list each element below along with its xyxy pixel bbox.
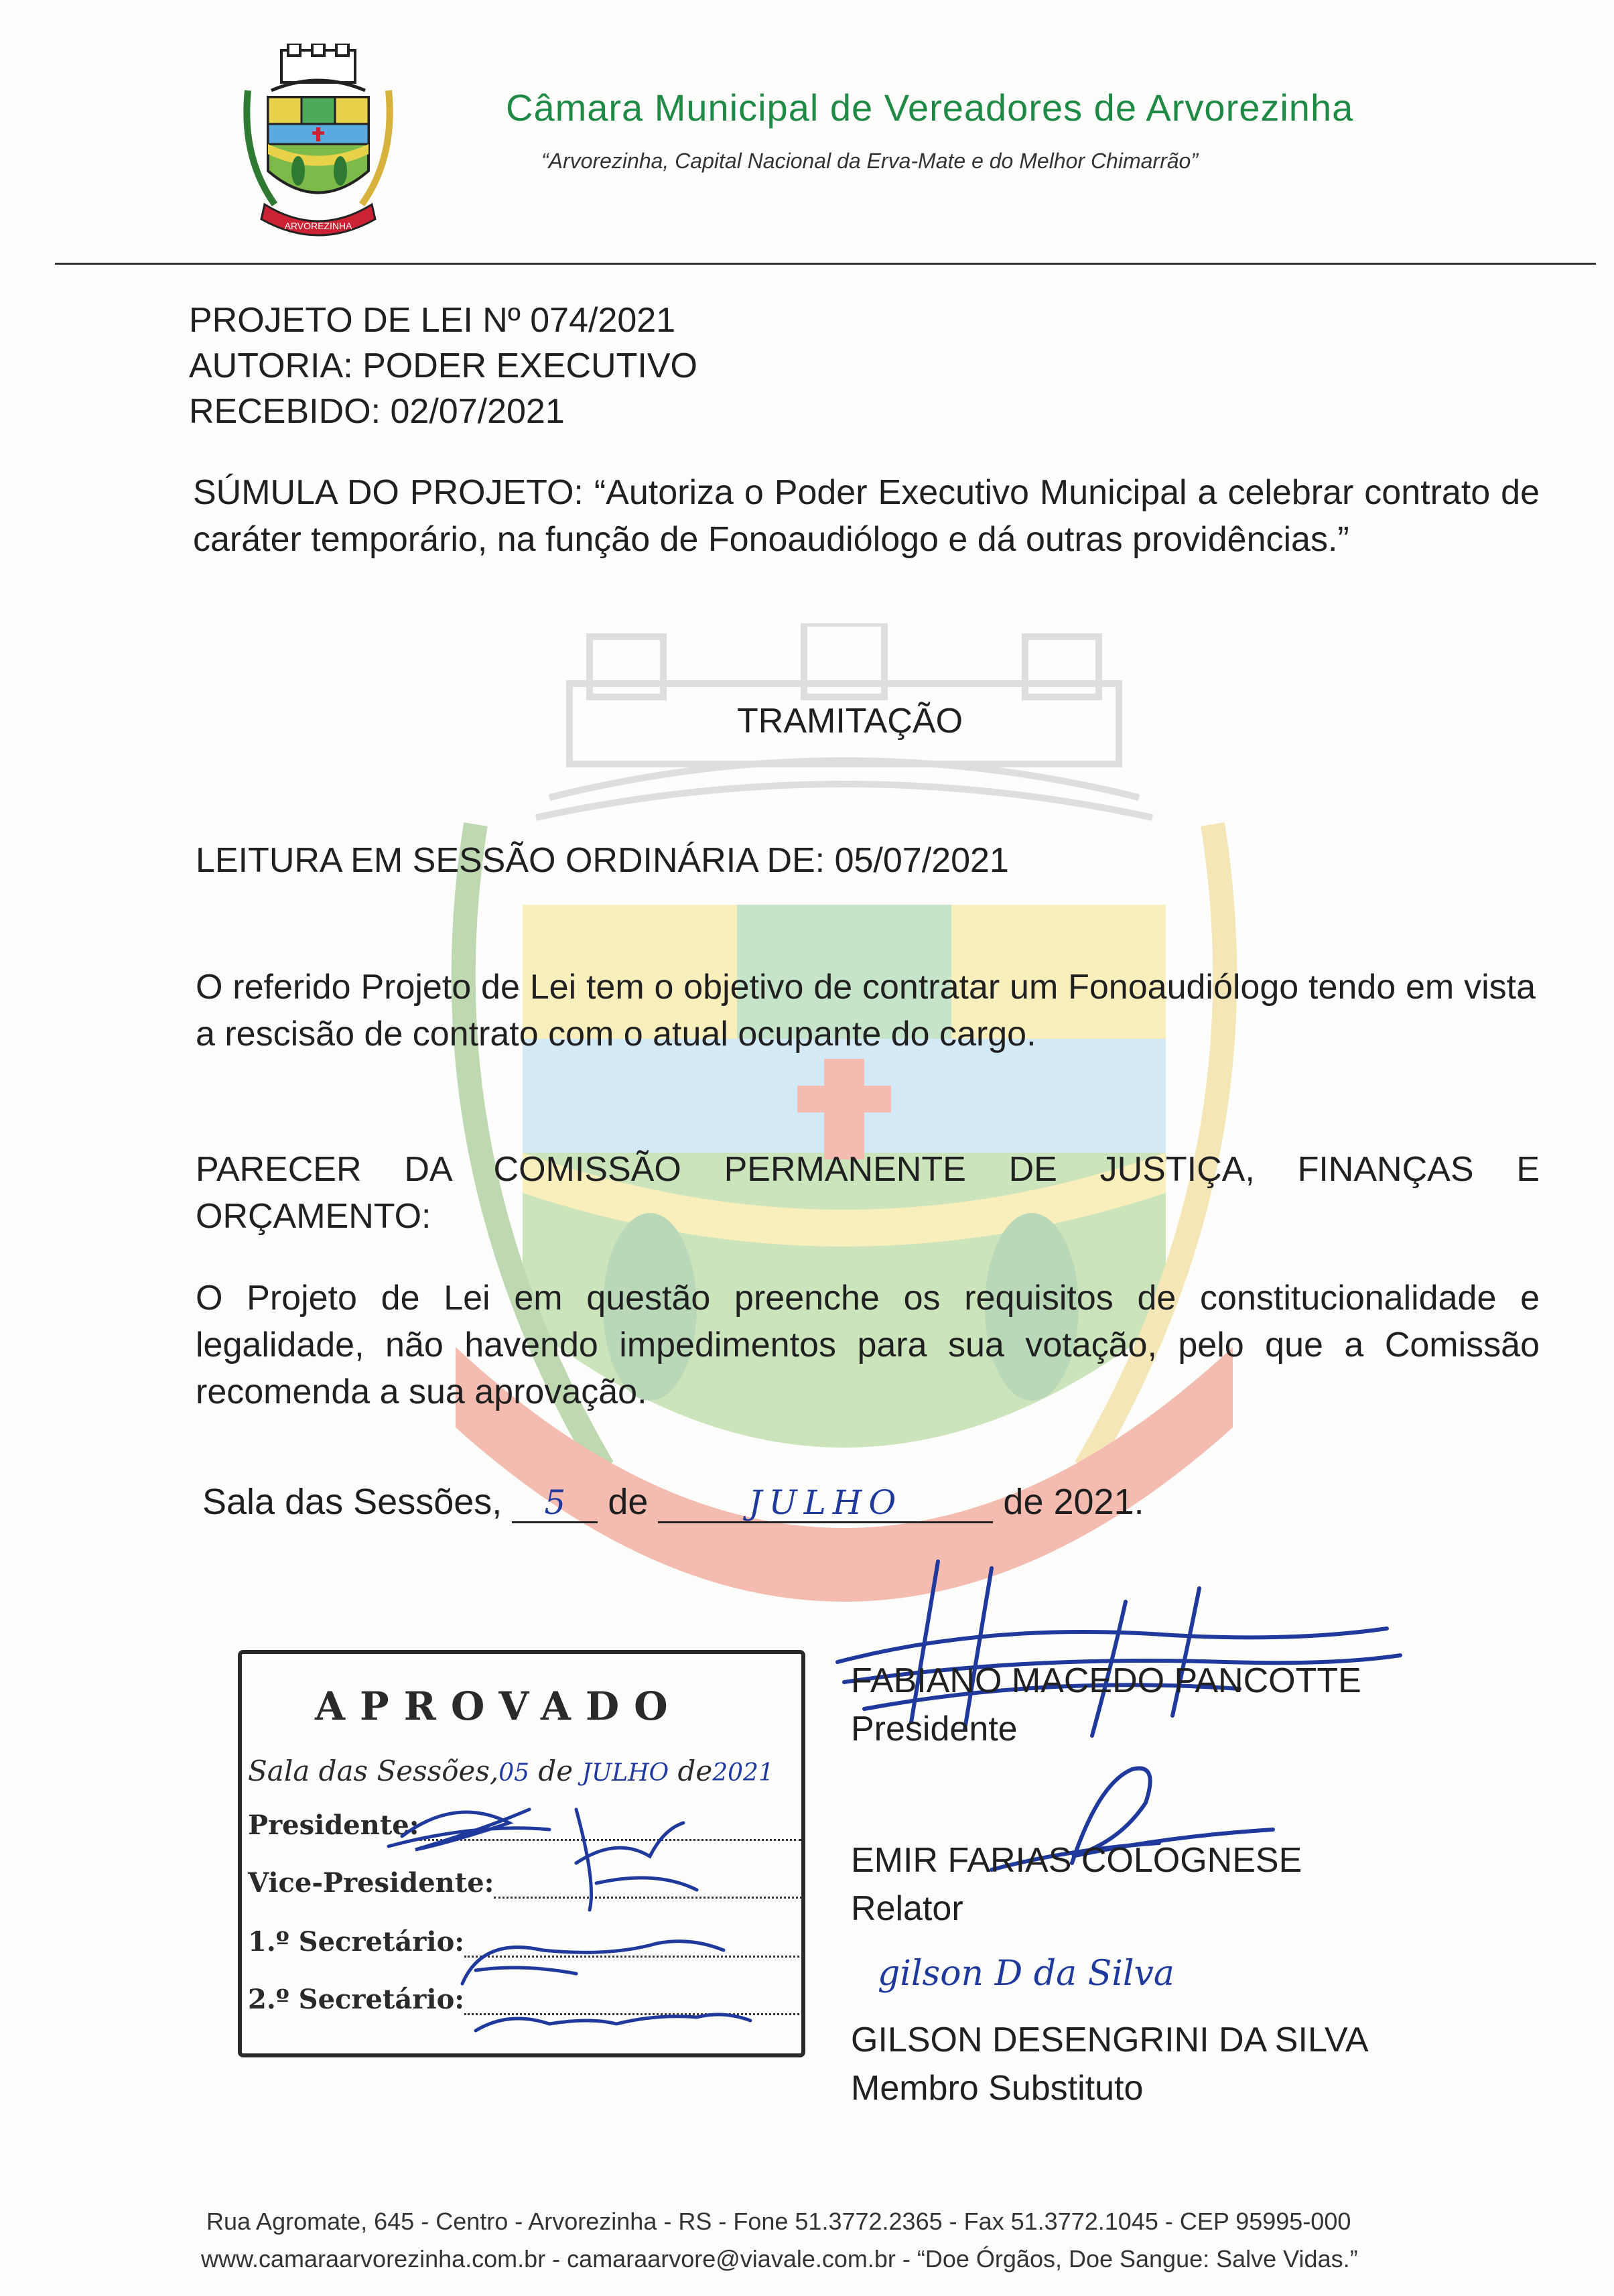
signature-3-handwritten: gilson D da Silva bbox=[878, 1954, 1174, 1994]
crest-text: ARVOREZINHA bbox=[284, 220, 352, 231]
session-date-line bbox=[202, 1481, 1144, 1523]
session-month: JULHO bbox=[658, 1484, 993, 1523]
stamp-session-label: Sala das Sessões, bbox=[248, 1755, 499, 1787]
session-day: 5 bbox=[512, 1484, 598, 1523]
project-summary: SÚMULA DO PROJETO: “Autoriza o Poder Executivo Municipal a celebrar contrato de caráter temporário, na função de Fonoaudiólogo e dá outras providências.” bbox=[193, 473, 1540, 559]
commission-opinion-title: PARECER DA COMISSÃO PERMANENTE DE JUSTIÇA, FINANÇAS E ORÇAMENTO: bbox=[196, 1150, 1540, 1236]
organization-name: Câmara Municipal de Vereadores de Arvorezinha bbox=[506, 86, 1354, 129]
stamp-president-line bbox=[248, 1809, 801, 1841]
project-authorship: AUTORIA: PODER EXECUTIVO bbox=[189, 346, 697, 385]
stamp-session-day: 05 bbox=[498, 1759, 530, 1787]
commission-opinion-body: O Projeto de Lei em questão preenche os requisitos de constitucionalidade e legalidade, não havendo impedimentos para sua votação, pelo que a Comissão recomenda a sua aprovação. bbox=[196, 1279, 1540, 1411]
reading-session-line: LEITURA EM SESSÃO ORDINÁRIA DE: 05/07/2021 bbox=[196, 841, 1009, 880]
footer-address: Rua Agromate, 645 - Centro - Arvorezinha - RS - Fone 51.3772.2365 - Fax 51.3772.1045 - CEP 95995-000 bbox=[206, 2208, 1351, 2235]
stamp-vice-president-line bbox=[248, 1867, 802, 1899]
stamp-sec1-dots bbox=[464, 1956, 799, 1958]
project-number: PROJETO DE LEI Nº 074/2021 bbox=[189, 301, 676, 340]
signature-3-name: GILSON DESENGRINI DA SILVA bbox=[851, 2021, 1369, 2059]
footer-contacts: www.camaraarvorezinha.com.br - camaraarvore@viavale.com.br - “Doe Órgãos, Doe Sangue: Salve Vidas.” bbox=[201, 2245, 1358, 2273]
signature-1-name: FABIANO MACEDO PANCOTTE bbox=[851, 1661, 1361, 1700]
tramitacao-heading: TRAMITAÇÃO bbox=[737, 702, 963, 741]
stamp-vice-dots bbox=[494, 1897, 802, 1899]
approval-stamp-title: APROVADO bbox=[315, 1683, 683, 1729]
stamp-de-1: de bbox=[538, 1755, 574, 1787]
stamp-second-secretary-line bbox=[248, 1984, 799, 2015]
session-suffix: de 2021. bbox=[1003, 1482, 1144, 1522]
organization-motto: “Arvorezinha, Capital Nacional da Erva-Mate e do Melhor Chimarrão” bbox=[541, 149, 1198, 173]
stamp-session-month: JULHO bbox=[582, 1759, 669, 1787]
header-divider bbox=[55, 263, 1596, 265]
stamp-vice-president-label: Vice-Presidente: bbox=[248, 1867, 494, 1899]
stamp-session-line bbox=[248, 1755, 774, 1787]
municipal-crest-icon bbox=[234, 44, 402, 251]
stamp-second-secretary-label: 2.º Secretário: bbox=[248, 1984, 465, 2015]
stamp-de-2: de bbox=[677, 1755, 713, 1787]
signature-2-name: EMIR FARIAS COLOGNESE bbox=[851, 1841, 1302, 1880]
signature-3-role: Membro Substituto bbox=[851, 2069, 1144, 2108]
stamp-first-secretary-label: 1.º Secretário: bbox=[248, 1926, 465, 1958]
signature-1-role: Presidente bbox=[851, 1710, 1018, 1748]
session-prefix: Sala das Sessões, bbox=[202, 1482, 502, 1522]
session-de: de bbox=[608, 1482, 649, 1522]
stamp-president-label: Presidente: bbox=[248, 1809, 419, 1841]
stamp-president-dots bbox=[419, 1839, 801, 1841]
stamp-sec2-dots bbox=[464, 2013, 799, 2015]
signature-2-role: Relator bbox=[851, 1889, 963, 1928]
project-received-date: RECEBIDO: 02/07/2021 bbox=[189, 392, 565, 431]
project-objective: O referido Projeto de Lei tem o objetivo de contratar um Fonoaudiólogo tendo em vista a rescisão de contrato com o atual ocupante do cargo. bbox=[196, 968, 1536, 1054]
stamp-first-secretary-line bbox=[248, 1926, 799, 1958]
stamp-session-year: 2021 bbox=[712, 1759, 774, 1787]
